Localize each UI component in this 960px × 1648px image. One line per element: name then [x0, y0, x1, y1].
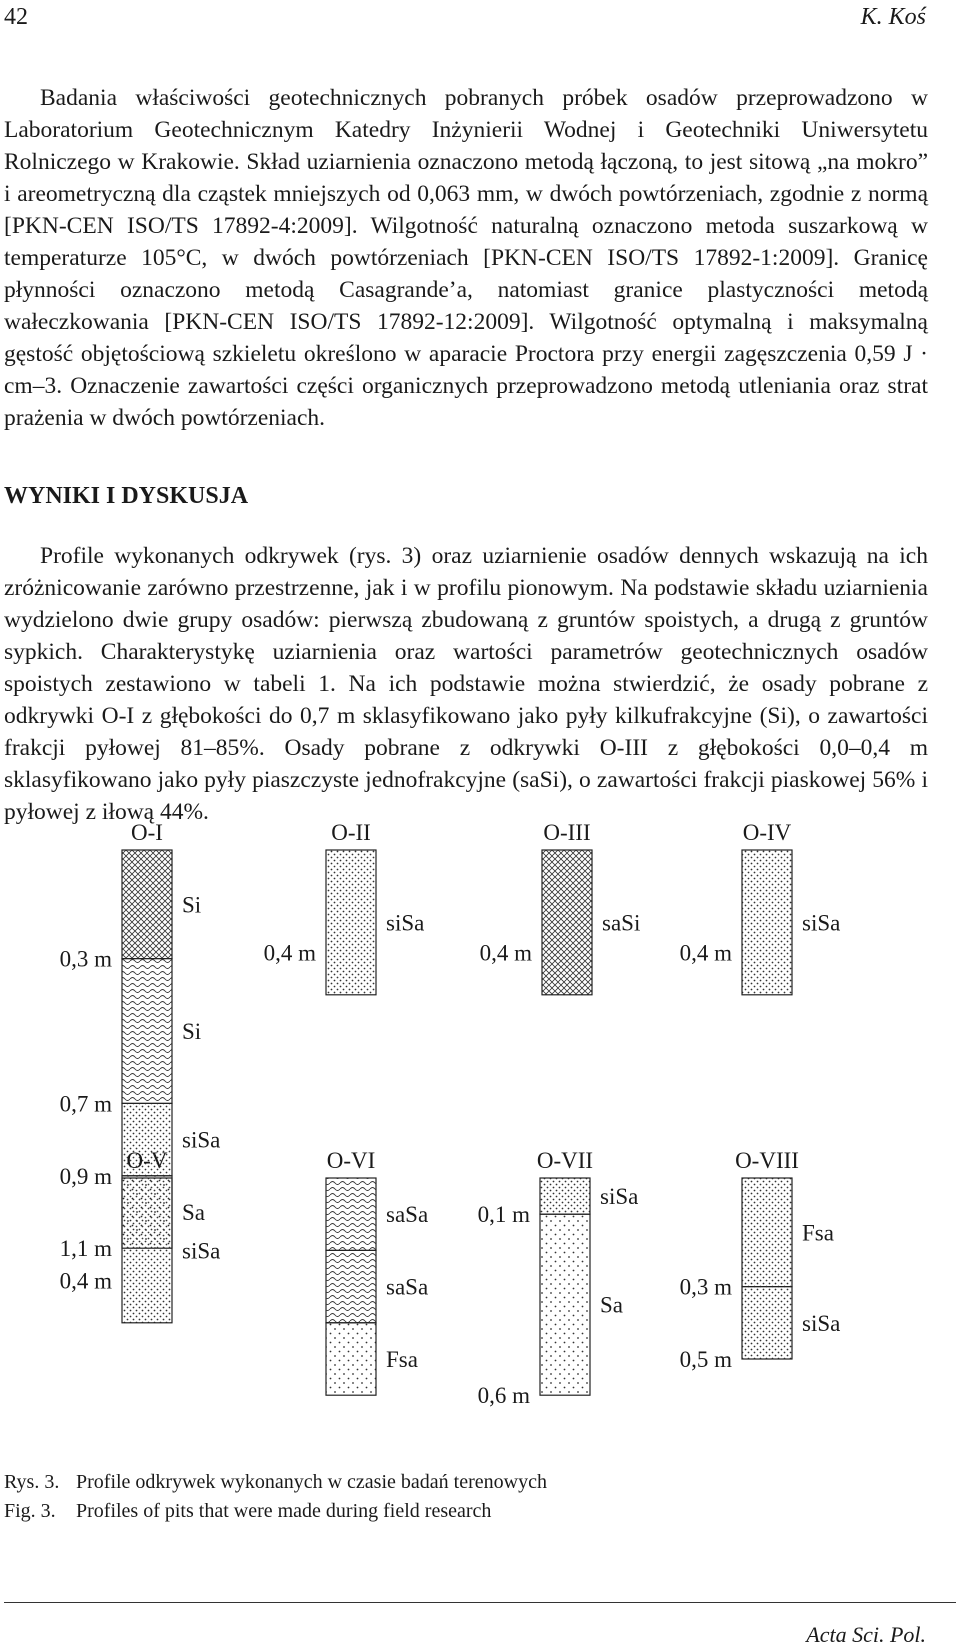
depth-label: 0,4 m: [479, 940, 532, 966]
depth-label: 0,4 m: [263, 940, 316, 966]
figure-caption-en: [4, 1500, 491, 1523]
soil-layer: [326, 1323, 376, 1395]
depth-label: 1,1 m: [59, 1236, 112, 1262]
footer-rule: [4, 1602, 956, 1603]
soil-label: siSa: [802, 910, 841, 936]
caption-number-pl: Rys. 3.: [4, 1471, 60, 1493]
journal-footer: Acta Sci. Pol.: [806, 1622, 926, 1647]
pit-profiles-figure: [0, 820, 960, 1460]
depth-label: 0,7 m: [59, 1091, 112, 1117]
profile-title: O-III: [543, 820, 591, 845]
soil-layer: [326, 850, 376, 995]
profile-title: O-V: [126, 1148, 168, 1173]
profile-title: O-II: [331, 820, 371, 845]
caption-text-en: Profiles of pits that were made during field research: [76, 1500, 492, 1522]
soil-layer: [542, 850, 592, 995]
figure-caption-pl: [4, 1471, 547, 1494]
soil-label: siSa: [182, 1238, 221, 1264]
soil-label: Si: [182, 892, 202, 918]
soil-layer: [742, 850, 792, 995]
profile-title: O-VII: [536, 1148, 594, 1173]
depth-label: 0,1 m: [477, 1202, 530, 1228]
depth-label: 0,5 m: [679, 1347, 732, 1372]
soil-layer: [122, 1178, 172, 1323]
depth-label: 0,3 m: [679, 1274, 732, 1300]
soil-label: saSa: [386, 1274, 429, 1300]
page-number: 42: [4, 4, 28, 30]
profile-title: O-IV: [742, 820, 792, 845]
depth-label: 0,4 m: [59, 1268, 112, 1294]
soil-label: saSa: [386, 1202, 429, 1228]
soil-layer: [540, 1214, 590, 1395]
soil-label: siSa: [802, 1310, 841, 1336]
caption-number-en: Fig. 3.: [4, 1500, 56, 1522]
depth-label: 0,6 m: [477, 1383, 530, 1409]
section-heading: WYNIKI I DYSKUSJA: [4, 483, 249, 509]
soil-layer: [742, 1287, 792, 1359]
results-paragraph: Profile wykonanych odkrywek (rys. 3) oraz uziarnienie osadów dennych wskazują na ich zróżnicowanie zarówno przestrzenne, jak i w profilu pionowym. Na podstawie składu uziarnienia wydzielono dwie grupy osadów: pierwszą zbudowaną z gruntów spoistych, a drugą z gruntów sypkich. Charakterystykę uziarnienia oraz wartości parametrów geotechnicznych osadów spoistych zestawiono w tabeli 1. Na ich podstawie można stwierdzić, że osady pobrane z odkrywki O-I z głębokości do 0,7 m sklasyfikowano jako pyły kilkufrakcyjne (Si), o zawartości frakcji pyłowej 81–85%. Osady pobrane z odkrywki O-III z głębokości 0,0–0,4 m sklasyfikowano jako pyły piaszczyste jednofrakcyjne (saSi), o zawartości frakcji piaskowej 56% i pyłowej z iłową 44%.: [4, 543, 928, 825]
soil-layer: [122, 850, 172, 959]
soil-layer: [122, 959, 172, 1104]
methods-paragraph: Badania właściwości geotechnicznych pobranych próbek osadów przeprowadzono w Laboratorium Geotechnicznym Katedry Inżynierii Wodnej i Geotechniki Uniwersytetu Rolniczego w Krakowie. Skład uziarnienia oznaczono metodą łączoną, to jest sitową „na mokro” i areometryczną dla cząstek mniejszych od 0,063 mm, w dwóch powtórzeniach, zgodnie z normą [PKN-CEN ISO/TS 17892-4:2009]. Wilgotność naturalną oznaczono metoda suszarkową w temperaturze 105°C, w dwóch powtórzeniach [PKN-CEN ISO/TS 17892-1:2009]. Granicę płynności oznaczono metodą Casagrande’a, natomiast granice plastyczności metodą wałeczkowania [PKN-CEN ISO/TS 17892-12:2009]. Wilgotność optymalną i maksymalną gęstość objętościową szkieletu określono w aparacie Proctora przy energii zagęszczenia 0,59 J · cm–3. Oznaczenie zawartości części organicznych przeprowadzono metodą utleniania oraz strat prażenia w dwóch powtórzeniach.: [4, 85, 928, 431]
soil-label: saSi: [602, 910, 641, 936]
caption-text-pl: Profile odkrywek wykonanych w czasie badań terenowych: [76, 1471, 547, 1493]
profile-title: O-I: [131, 820, 163, 845]
soil-layer: [326, 1178, 376, 1250]
profile-title: O-VIII: [735, 1148, 799, 1173]
soil-layer: [540, 1178, 590, 1214]
soil-layer: [326, 1250, 376, 1322]
depth-label: 0,9 m: [59, 1163, 112, 1189]
soil-label: Sa: [182, 1200, 205, 1225]
soil-label: Si: [182, 1019, 202, 1044]
depth-label: 0,4 m: [679, 940, 732, 966]
soil-label: siSa: [182, 1127, 221, 1153]
profile-title: O-VI: [326, 1148, 376, 1173]
soil-label: siSa: [600, 1184, 639, 1210]
running-head-author: K. Koś: [860, 4, 926, 30]
soil-layer: [742, 1178, 792, 1287]
soil-label: siSa: [386, 910, 425, 936]
soil-label: Fsa: [386, 1347, 418, 1372]
soil-label: Fsa: [802, 1220, 834, 1246]
soil-label: Sa: [600, 1292, 623, 1318]
depth-label: 0,3 m: [59, 946, 112, 972]
